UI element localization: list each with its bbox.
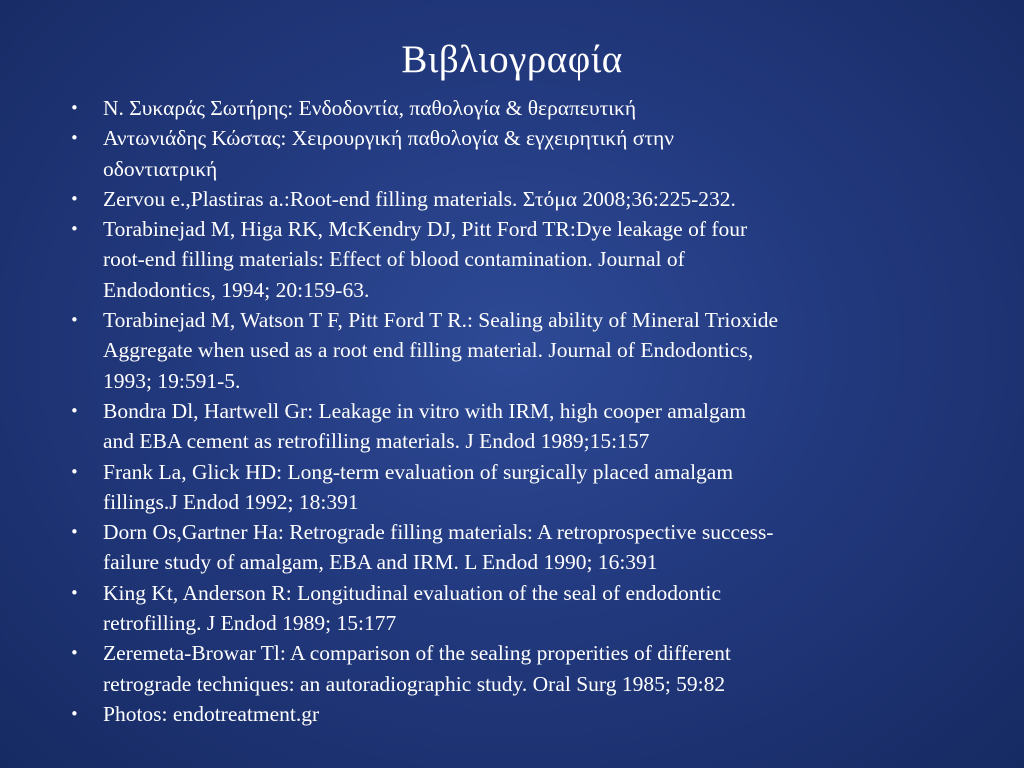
reference-text: Bondra Dl, Hartwell Gr: Leakage in vitro with IRM, high cooper amalgam and EBA cement as retrofilling materials. J Endod 1989;15:157 [103,398,747,454]
reference-item [70,578,990,639]
reference-text: Torabinejad M, Watson T F, Pitt Ford T R.: Sealing ability of Mineral Trioxide Aggregate when used as a root end filling material. Journal of Endodontics, 1993; 19:591-5. [103,308,779,393]
bullet-icon: • [70,401,79,420]
bullet-icon: • [70,189,79,208]
bullet-icon: • [70,99,79,117]
reference-text: Torabinejad M, Higa RK, McKendry DJ, Pitt Ford TR:Dye leakage of four root-end filling materials: Effect of blood contamination. Journal of Endodontics, 1994; 20:159-63. [103,217,748,302]
reference-item [70,123,990,184]
bullet-icon: • [70,311,79,330]
reference-list [70,93,990,729]
bullet-icon: • [70,523,79,542]
reference-item [70,396,990,457]
slide-title: Βιβλιογραφία [401,38,623,81]
reference-item [70,93,990,123]
bullet-icon: • [70,129,79,148]
bullet-icon: • [70,220,79,239]
reference-text: Zervou e.,Plastiras a.:Root-end filling materials. Στόμα 2008;36:225-232. [103,186,736,211]
reference-text: Dorn Os,Gartner Ha: Retrograde filling materials: A retroprospective success- failure study of amalgam, EBA and IRM. L Endod 1990; 16:391 [103,520,774,575]
bullet-icon: • [70,462,79,481]
bullet-icon: • [70,704,79,723]
reference-text: Αντωνιάδης Κώστας: Χειρουργική παθολογία & εγχειρητική στην οδοντιατρική [103,126,674,181]
reference-item [70,638,990,699]
reference-item [70,305,990,396]
reference-text: Frank La, Glick HD: Long-term evaluation of surgically placed amalgam fillings.J Endod 1992; 18:391 [103,459,734,514]
reference-item [70,457,990,518]
reference-item [70,214,990,305]
reference-text: Ν. Συκαράς Σωτήρης: Ενδοδοντία, παθολογία & θεραπευτική [103,96,637,120]
reference-text: Zeremeta-Browar Tl: A comparison of the sealing properities of different retrograde techniques: an autoradiographic study. Oral Surg 1985; 59:82 [103,641,731,696]
reference-item [70,517,990,578]
reference-item [70,184,990,214]
reference-item [70,699,990,729]
bullet-icon: • [70,644,79,663]
reference-text: King Kt, Anderson R: Longitudinal evaluation of the seal of endodontic retrofilling. J Endod 1989; 15:177 [103,580,722,636]
bullet-icon: • [70,583,79,602]
reference-text: Photos: endotreatment.gr [103,701,320,726]
